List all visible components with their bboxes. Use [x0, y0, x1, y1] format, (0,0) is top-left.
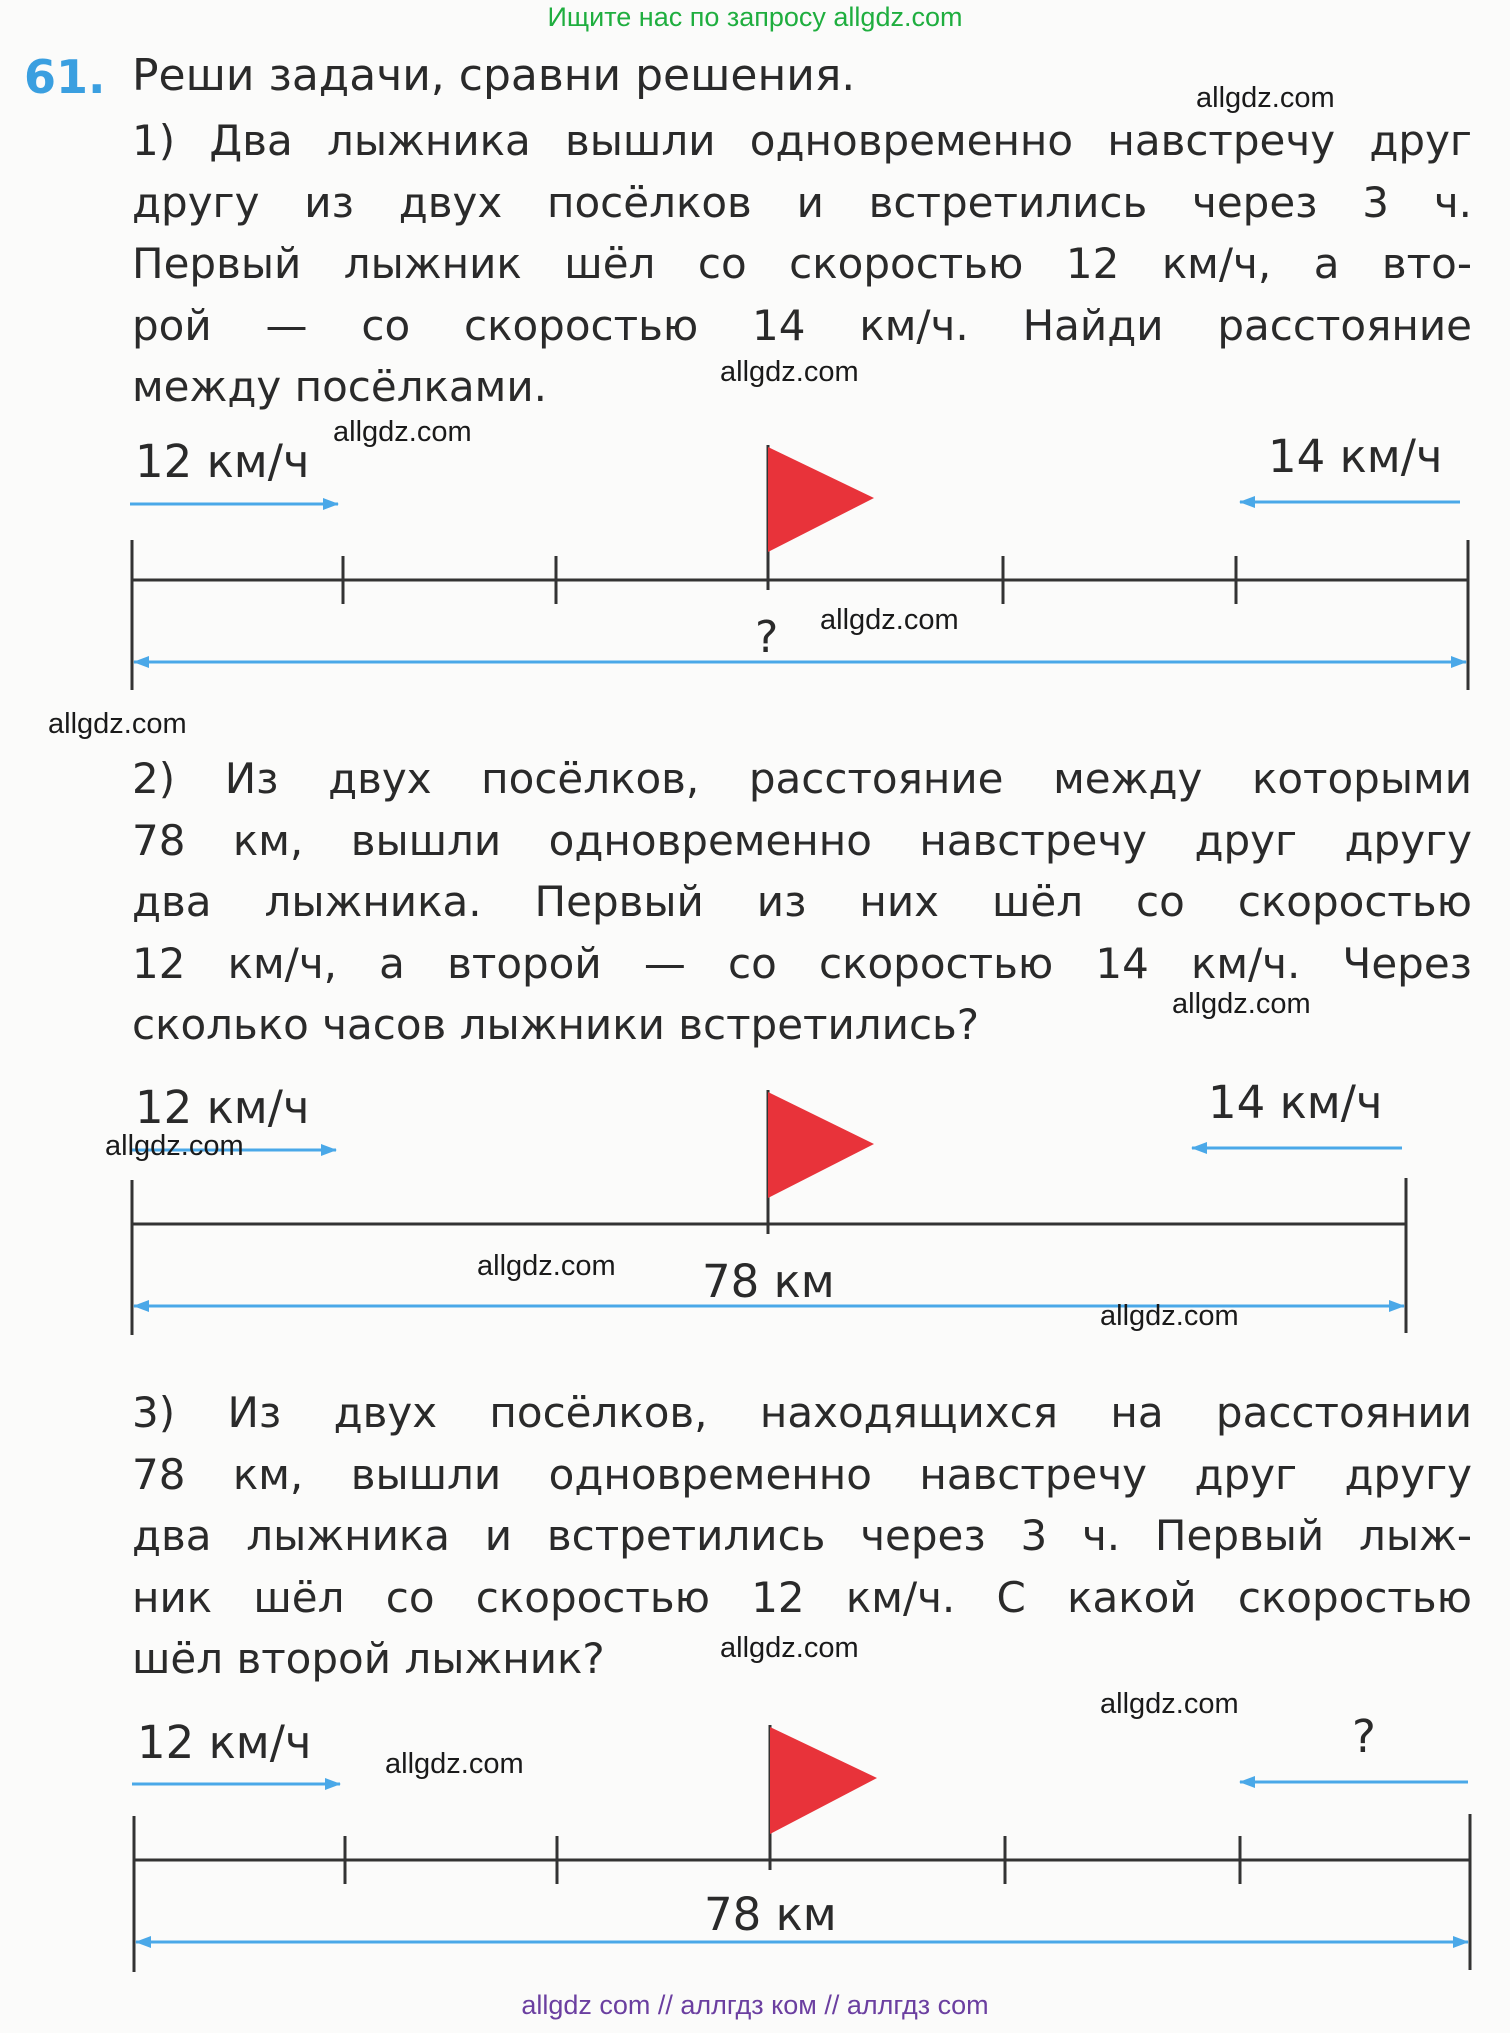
- exercise-heading: Реши задачи, сравни решения.: [132, 50, 856, 101]
- top-banner[interactable]: Ищите нас по запросу allgdz.com: [547, 2, 963, 32]
- task3-flag-icon: [770, 1727, 877, 1834]
- task1-line: рой — со скоростью 14 км/ч. Найди расстояние: [132, 300, 1472, 350]
- task2-right-speed: 14 км/ч: [1208, 1076, 1383, 1129]
- task1-line: 1) Два лыжника вышли одновременно навстречу друг: [132, 116, 1472, 165]
- task2-line: 2) Из двух посёлков, расстояние между которыми: [132, 754, 1472, 803]
- task3-right-speed: ?: [1352, 1710, 1376, 1763]
- task1-distance-label: ?: [755, 612, 779, 663]
- task3-line: шёл второй лыжник?: [132, 1634, 605, 1683]
- task2-line: 12 км/ч, а второй — со скоростью 14 км/ч. Через: [132, 938, 1472, 988]
- watermark: allgdz.com: [48, 708, 187, 740]
- task3-line: 3) Из двух посёлков, находящихся на расстоянии: [132, 1388, 1472, 1437]
- bottom-banner[interactable]: allgdz com // аллгдз ком // аллгдз com: [521, 1990, 989, 2020]
- task3-distance-label: 78 км: [704, 1888, 837, 1941]
- task1-right-speed: 14 км/ч: [1268, 430, 1443, 483]
- watermark: allgdz.com: [1172, 988, 1311, 1020]
- task2-line: 78 км, вышли одновременно навстречу друг другу: [132, 815, 1472, 865]
- task3-line: два лыжника и встретились через 3 ч. Первый лыж-: [132, 1511, 1472, 1560]
- task1-line: Первый лыжник шёл со скоростью 12 км/ч, а вто-: [132, 239, 1472, 288]
- watermark: allgdz.com: [105, 1130, 244, 1162]
- watermark: allgdz.com: [820, 604, 959, 636]
- task2-distance-label: 78 км: [702, 1255, 835, 1308]
- watermark: allgdz.com: [720, 1632, 859, 1664]
- task2-left-speed: 12 км/ч: [135, 1081, 310, 1134]
- watermark: allgdz.com: [477, 1250, 616, 1282]
- task3-left-speed: 12 км/ч: [137, 1716, 312, 1769]
- watermark: allgdz.com: [720, 356, 859, 388]
- task1-left-speed: 12 км/ч: [135, 435, 310, 488]
- task1-line: другу из двух посёлков и встретились через 3 ч.: [132, 177, 1472, 227]
- watermark: allgdz.com: [333, 416, 472, 448]
- task2-line: сколько часов лыжники встретились?: [132, 1000, 980, 1049]
- task2-line: два лыжника. Первый из них шёл со скоростью: [132, 877, 1472, 926]
- task1-line: между посёлками.: [132, 362, 547, 411]
- exercise-number: 61.: [24, 50, 106, 104]
- watermark: allgdz.com: [385, 1748, 524, 1780]
- task3-line: ник шёл со скоростью 12 км/ч. С какой скоростью: [132, 1572, 1472, 1622]
- watermark: allgdz.com: [1100, 1688, 1239, 1720]
- watermark: allgdz.com: [1196, 82, 1335, 114]
- watermark: allgdz.com: [1100, 1300, 1239, 1332]
- task3-line: 78 км, вышли одновременно навстречу друг другу: [132, 1449, 1472, 1499]
